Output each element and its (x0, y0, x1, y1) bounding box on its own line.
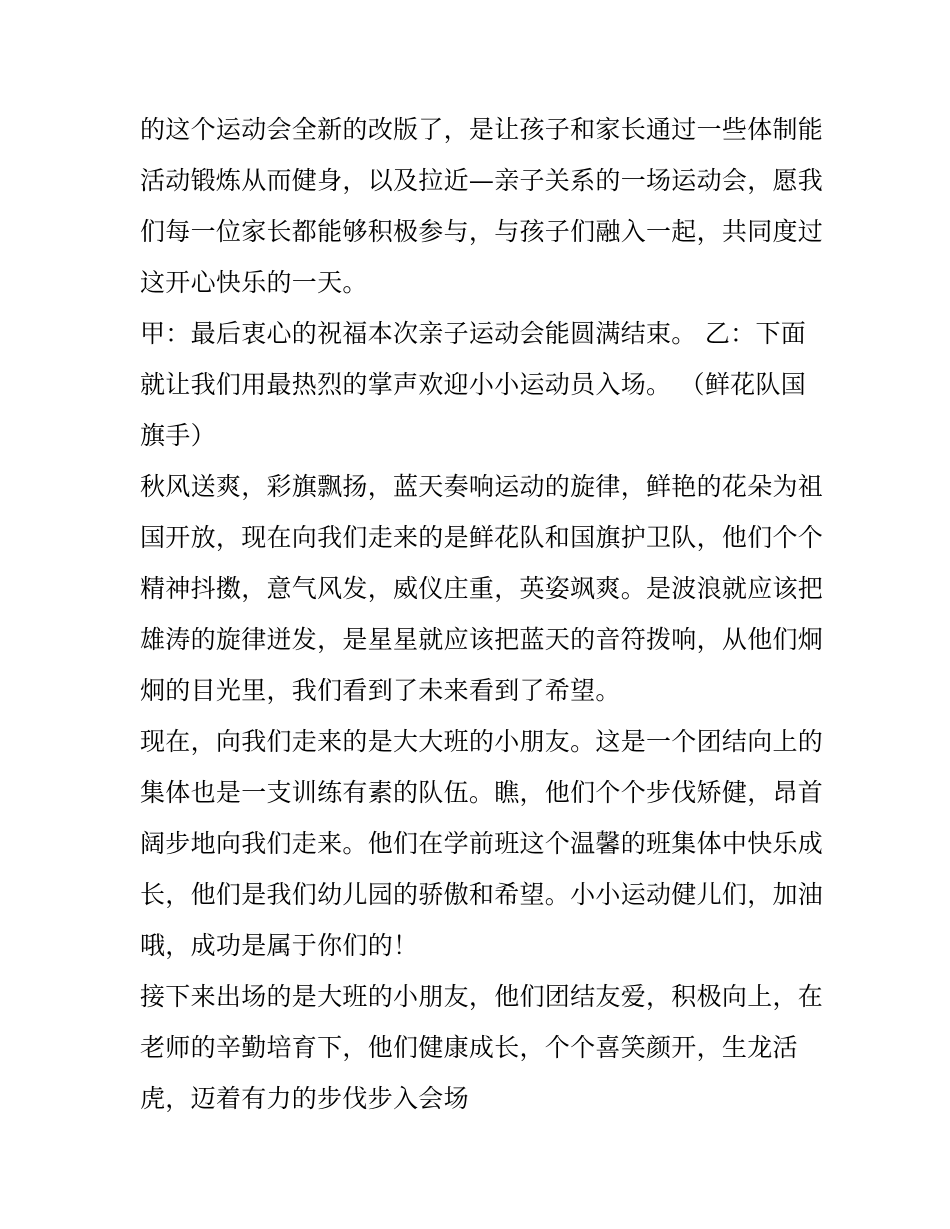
text-line: 甲：最后衷心的祝福本次亲子运动会能圆满结束。 乙：下面 (140, 319, 807, 348)
text-line: 哦，成功是属于你们的！ (140, 931, 419, 960)
text-line: 集体也是一支训练有素的队伍。瞧，他们个个步伐矫健，昂首 (140, 778, 824, 807)
text-line: 虎，迈着有力的步伐步入会场 (140, 1084, 469, 1113)
text-line: 活动锻炼从而健身，以及拉近—亲子关系的一场运动会，愿我 (140, 166, 824, 195)
text-line: 的这个运动会全新的改版了，是让孩子和家长通过一些体制能 (140, 115, 824, 144)
text-line: 精神抖擞，意气风发，威仪庄重，英姿飒爽。是波浪就应该把 (140, 574, 824, 603)
text-line: 们每一位家长都能够积极参与，与孩子们融入一起，共同度过 (140, 217, 824, 246)
text-line: 国开放，现在向我们走来的是鲜花队和国旗护卫队，他们个个 (140, 523, 824, 552)
text-line: 现在，向我们走来的是大大班的小朋友。这是一个团结向上的 (140, 727, 824, 756)
text-line: 炯的目光里，我们看到了未来看到了希望。 (140, 676, 621, 705)
text-line: 这开心快乐的一天。 (140, 268, 368, 297)
text-line: 旗手） (140, 421, 216, 450)
text-line: 阔步地向我们走来。他们在学前班这个温馨的班集体中快乐成 (140, 829, 824, 858)
text-line: 长，他们是我们幼儿园的骄傲和希望。小小运动健儿们，加油 (140, 880, 824, 909)
text-line: 就让我们用最热烈的掌声欢迎小小运动员入场。 （鲜花队国 (140, 370, 807, 399)
text-line: 接下来出场的是大班的小朋友，他们团结友爱，积极向上，在 (140, 982, 824, 1011)
text-line: 秋风送爽，彩旗飘扬，蓝天奏响运动的旋律，鲜艳的花朵为祖 (140, 472, 824, 501)
text-line: 雄涛的旋律迸发，是星星就应该把蓝天的音符拨响，从他们炯 (140, 625, 824, 654)
text-line: 老师的辛勤培育下，他们健康成长，个个喜笑颜开，生龙活 (140, 1033, 798, 1062)
document-body (140, 104, 824, 1124)
